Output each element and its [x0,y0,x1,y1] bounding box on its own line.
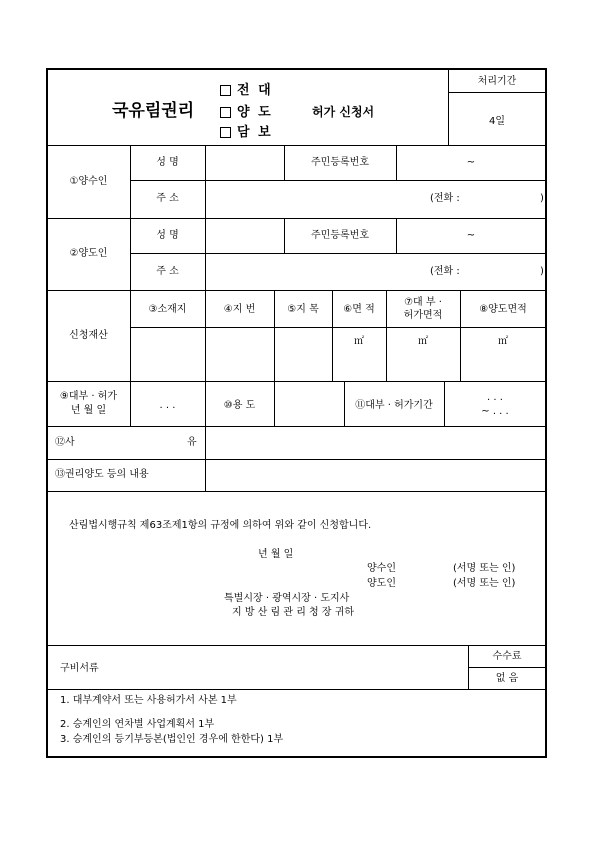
lease-date-label-1: ⑨대부 · 허가 [59,391,118,402]
assignor-phone-label: (전화 : [430,266,460,277]
rights-label: ⑬권리양도 등의 내용 [55,469,149,480]
assignee-address-label: 주 소 [156,193,179,204]
assignee-phone-label: (전화 : [430,193,460,204]
col-line [205,426,206,491]
period-value-2[interactable]: ~ . . . [481,406,509,417]
row-line [47,459,546,460]
assignor-name-label: 성 명 [156,230,179,241]
document-item: 3. 승계인의 등기부등본(법인인 경우에 한한다) 1부 [60,734,284,745]
col-lease-area-1: ⑦대 부 · [404,297,442,308]
assignee-sign-note: (서명 또는 인) [453,563,516,574]
lease-date-label-2: 년 월 일 [70,405,107,416]
row-line [47,381,546,382]
fee-value: 없 음 [495,673,519,684]
col-location: ③소재지 [148,304,187,315]
row-line [130,180,546,181]
assignor-id-value[interactable]: ~ [466,230,476,241]
assignee-sign-label: 양수인 [367,563,396,574]
row-line [47,290,546,291]
col-category: ⑤지 목 [287,304,319,315]
assignee-phone-close: ) [540,193,544,204]
document-item: 1. 대부계약서 또는 사용허가서 사본 1부 [60,695,237,706]
checkbox-icon [220,127,231,138]
row-line [47,689,546,690]
reason-label-left: ⑫사 [55,437,75,448]
col-transfer-area: ⑧양도면적 [479,304,527,315]
assignee-id-label: 주민등록번호 [311,157,369,168]
row-line [47,645,546,646]
recipient-line-2: 지 방 산 림 관 리 청 장 귀하 [232,607,355,618]
row-line [130,327,546,328]
assignor-sign-label: 양도인 [367,578,396,589]
row-line [47,491,546,492]
assignor-label: ②양도인 [69,248,108,259]
processing-value: 4일 [488,116,506,127]
row-line [130,253,546,254]
assignor-address-label: 주 소 [156,266,179,277]
unit-area: ㎡ [354,336,364,347]
col-lot: ④지 번 [223,304,256,315]
lease-date-value[interactable]: . . . [159,400,176,411]
col-area: ⑥면 적 [343,304,375,315]
unit-lease-area: ㎡ [418,336,428,347]
unit-transfer-area: ㎡ [498,336,508,347]
row-line [47,218,546,219]
assignor-sign-note: (서명 또는 인) [453,578,516,589]
assignee-label: ①양수인 [69,176,108,187]
assignor-phone-close: ) [540,266,544,277]
option-sublease[interactable]: 전 대 [220,79,273,98]
assignor-id-label: 주민등록번호 [311,230,369,241]
col-line [205,145,206,291]
option-transfer[interactable]: 양 도 [220,101,273,120]
col-line [130,145,131,426]
assignee-id-value[interactable]: ~ [466,157,476,168]
row-line [47,145,546,146]
checkbox-icon [220,85,231,96]
reason-label-right: 유 [187,437,197,448]
fee-label: 수수료 [492,651,522,662]
period-value-1[interactable]: . . . [487,392,503,403]
option-collateral[interactable]: 담 보 [220,121,273,140]
form-title: 국유림권리 [112,101,195,121]
documents-label: 구비서류 [60,663,99,674]
recipient-line-1: 특별시장 · 광역시장 · 도지사 [224,593,350,604]
assignee-name-label: 성 명 [156,157,179,168]
property-label: 신청재산 [69,330,108,341]
use-label: ⑩용 도 [223,400,256,411]
declaration-date: 년 월 일 [258,549,294,560]
processing-label: 처리기간 [477,76,517,87]
checkbox-icon [220,107,231,118]
declaration-statement: 산림법시행규칙 제63조제1항의 규정에 의하여 위와 같이 신청합니다. [69,520,372,531]
row-line [47,426,546,427]
row-line [448,92,546,93]
period-label: ⑪대부 · 허가기간 [355,400,433,411]
row-line [468,667,546,668]
col-lease-area-2: 허가면적 [403,310,443,321]
form-title-suffix: 허가 신청서 [312,105,375,119]
col-line [274,381,275,426]
document-item: 2. 승계인의 연차별 사업계획서 1부 [60,719,215,730]
